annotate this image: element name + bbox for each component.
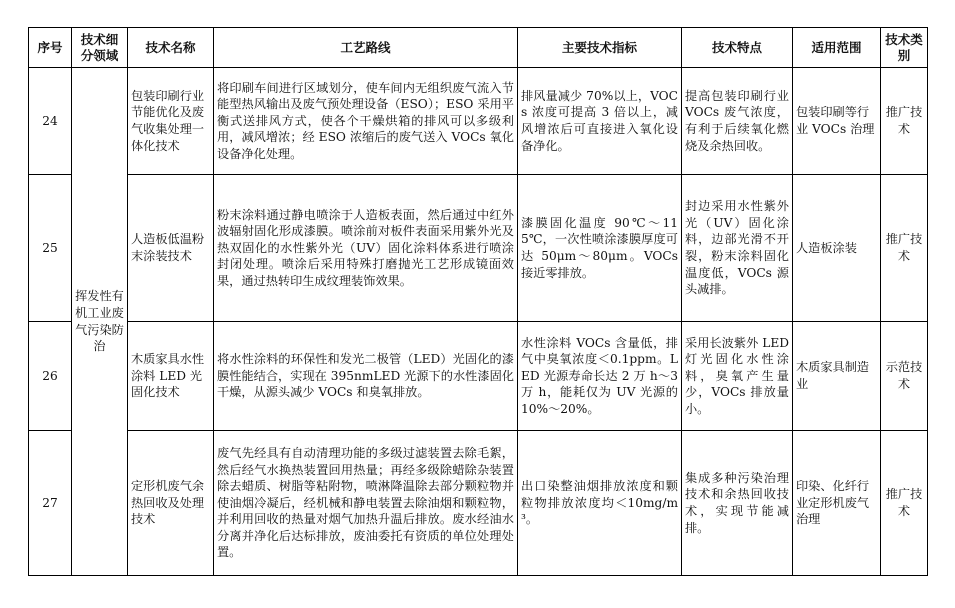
cell-name: 包装印刷行业节能优化及废气收集处理一体化技术: [128, 68, 214, 175]
cell-name: 木质家具水性涂料 LED 光固化技术: [128, 322, 214, 431]
header-scope: 适用范围: [793, 28, 881, 68]
table-row: [29, 175, 928, 322]
cell-features: 提高包装印刷行业 VOCs 废气浓度，有利于后续氧化燃烧及余热回收。: [682, 68, 793, 175]
table-row: [29, 431, 928, 576]
table-header-row: [29, 28, 928, 68]
cell-features: 集成多种污染治理技术和余热回收技术，实现节能减排。: [682, 431, 793, 576]
cell-scope: 人造板涂装: [793, 175, 881, 322]
cell-seq: 27: [29, 431, 72, 576]
cell-seq: 24: [29, 68, 72, 175]
cell-scope: 木质家具制造业: [793, 322, 881, 431]
technology-table: [28, 27, 928, 576]
table-row: [29, 68, 928, 175]
header-process: 工艺路线: [214, 28, 518, 68]
header-seq: 序号: [29, 28, 72, 68]
header-features: 技术特点: [682, 28, 793, 68]
table-row: [29, 322, 928, 431]
cell-features: 采用长波紫外 LED 灯光固化水性涂料，臭氧产生量少，VOCs 排放量小。: [682, 322, 793, 431]
cell-indicators: 漆膜固化温度 90℃～115℃，一次性喷涂漆膜厚度可达 50μm～80μm。VOCs 接近零排放。: [518, 175, 682, 322]
cell-scope: 包装印刷等行业 VOCs 治理: [793, 68, 881, 175]
cell-name: 定形机废气余热回收及处理技术: [128, 431, 214, 576]
cell-features: 封边采用水性紫外光（UV）固化涂料，边部光滑不开裂，粉末涂料固化温度低，VOCs 源头减排。: [682, 175, 793, 322]
cell-indicators: 水性涂料 VOCs 含量低，排气中臭氧浓度＜0.1ppm。LED 光源寿命长达 2 万 h～3 万 h，能耗仅为 UV 光源的 10%～20%。: [518, 322, 682, 431]
cell-category: 示范技术: [881, 322, 928, 431]
cell-seq: 26: [29, 322, 72, 431]
cell-process: 将水性涂料的环保性和发光二极管（LED）光固化的漆膜性能结合，实现在 395nmLED 光源下的水性漆固化干燥，从源头减少 VOCs 和臭氧排放。: [214, 322, 518, 431]
header-name: 技术名称: [128, 28, 214, 68]
cell-seq: 25: [29, 175, 72, 322]
cell-domain-merged: 挥发性有机工业废气污染防治: [72, 68, 128, 576]
cell-indicators: 出口染整油烟排放浓度和颗粒物排放浓度均＜10mg/m³。: [518, 431, 682, 576]
cell-process: 将印刷车间进行区域划分，使车间内无组织废气流入节能型热风输出及废气预处理设备（ESO）；ESO 采用平衡式送排风方式，使各个干燥烘箱的排风可以多级利用，减风增浓；经 ESO 浓缩后的废气送入 VOCs 氧化设备净化处理。: [214, 68, 518, 175]
cell-indicators: 排风量减少 70%以上，VOCs 浓度可提高 3 倍以上，减风增浓后可直接进入氧化设备净化。: [518, 68, 682, 175]
cell-name: 人造板低温粉末涂装技术: [128, 175, 214, 322]
cell-category: 推广技术: [881, 68, 928, 175]
header-indicators: 主要技术指标: [518, 28, 682, 68]
header-domain: 技术细分领域: [72, 28, 128, 68]
cell-category: 推广技术: [881, 431, 928, 576]
document-page: [28, 27, 927, 576]
cell-category: 推广技术: [881, 175, 928, 322]
cell-process: 废气先经具有自动清理功能的多级过滤装置去除毛絮，然后经气水换热装置回用热量；再经多级除蜡除杂装置除去蜡质、树脂等粘附物，喷淋降温除去部分颗粒物并使油烟冷凝后，经机械和静电装置去除油烟和颗粒物，并利用回收的热量对烟气加热升温后排放。废水经油水分离并净化后达标排放，废油委托有资质的单位处理处置。: [214, 431, 518, 576]
cell-process: 粉末涂料通过静电喷涂于人造板表面，然后通过中红外波辐射固化形成漆膜。喷涂前对板件表面采用紫外光及热双固化的水性紫外光（UV）固化涂料体系进行喷涂封闭处理。喷涂后采用特殊打磨抛光工艺形成镜面效果，通过热转印生成纹理装饰效果。: [214, 175, 518, 322]
header-category: 技术类别: [881, 28, 928, 68]
cell-scope: 印染、化纤行业定形机废气治理: [793, 431, 881, 576]
